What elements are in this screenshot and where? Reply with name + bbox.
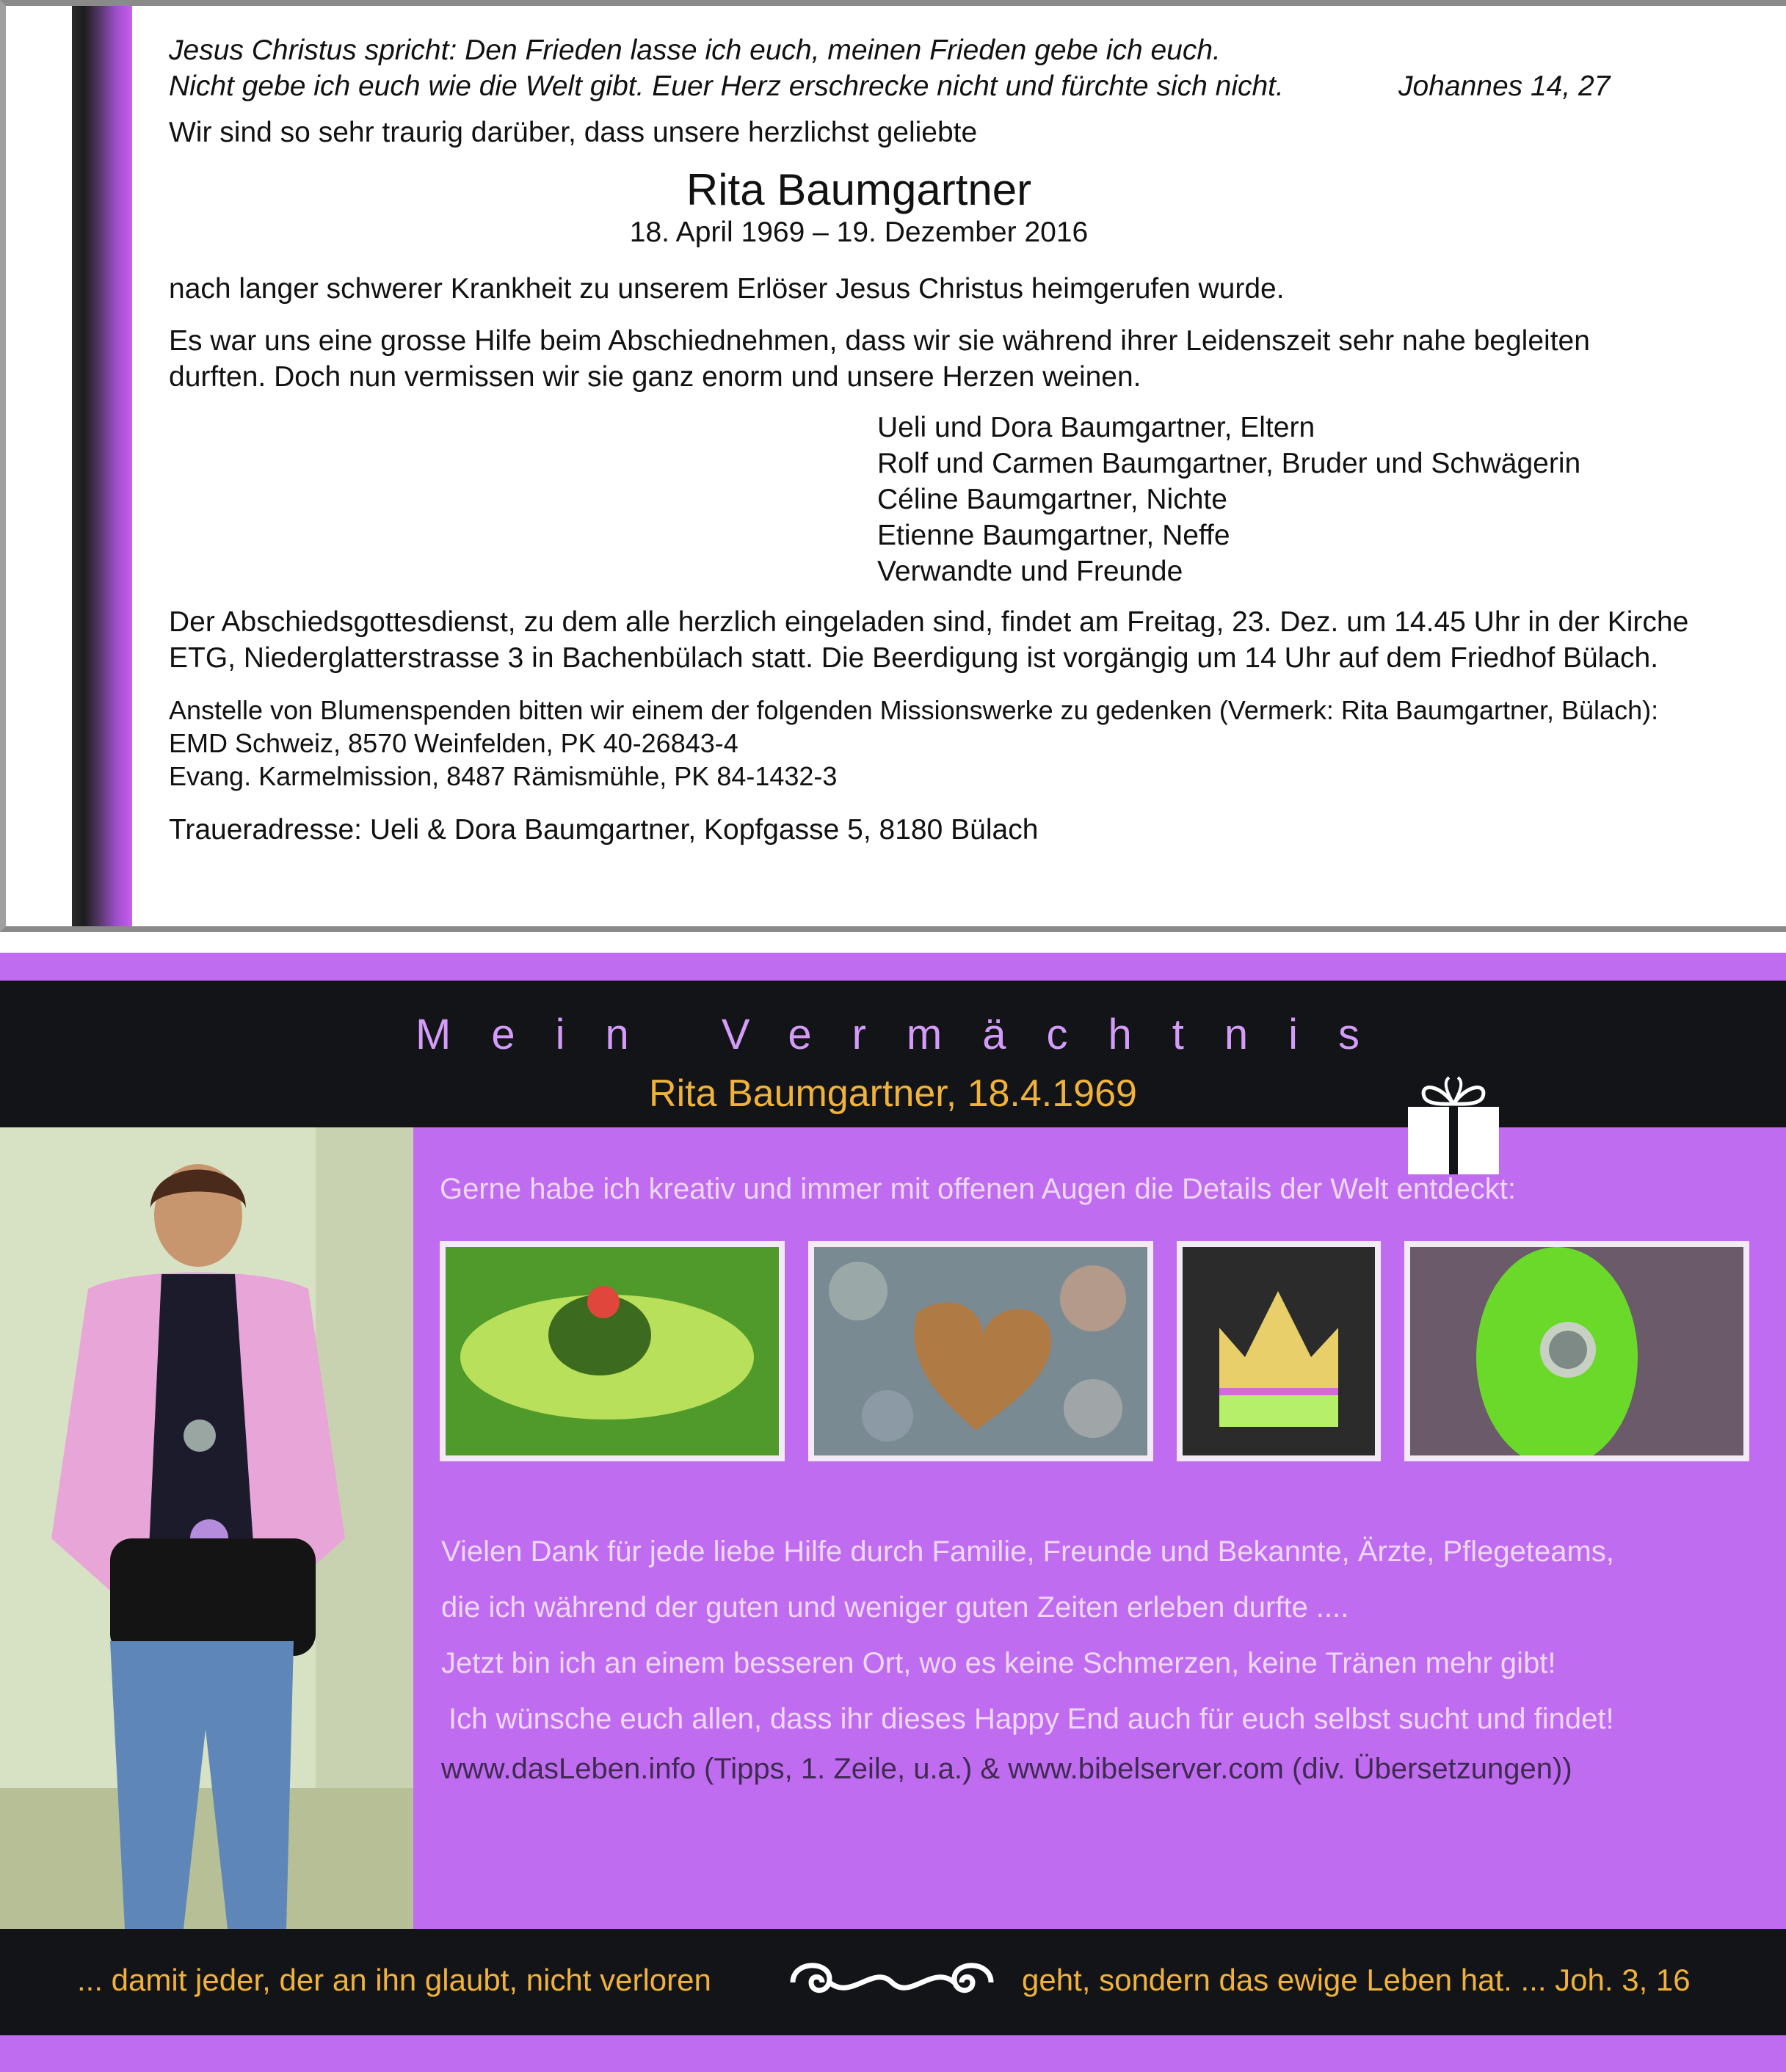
bible-quote-reference: Johannes 14, 27 — [1398, 70, 1611, 102]
deceased-name: Rita Baumgartner — [686, 165, 1032, 214]
portrait-photo — [0, 1127, 413, 1929]
called-home-text: nach langer schwerer Krankheit zu unserem Erlöser Jesus Christus heimgerufen wurde. — [169, 273, 1285, 305]
donation-text-line-3: Evang. Karmelmission, 8487 Rämismühle, PK 84-1432-3 — [169, 761, 838, 791]
thanks-line-1: Vielen Dank für jede liebe Hilfe durch Familie, Freunde und Bekannte, Ärzte, Pflegeteams, — [441, 1535, 1614, 1568]
portrait-illustration — [0, 1127, 413, 1929]
photo-mossy-stone — [1404, 1241, 1749, 1461]
card-intro: Gerne habe ich kreativ und immer mit offenen Augen die Details der Welt entdeckt: — [440, 1173, 1516, 1205]
family-member: Céline Baumgartner, Nichte — [877, 484, 1227, 515]
intro-text: Wir sind so sehr traurig darüber, dass unsere herzlichst geliebte — [169, 117, 978, 148]
photo-heart-stone — [808, 1241, 1153, 1461]
legacy-card — [0, 953, 1786, 2072]
donation-text — [169, 694, 1747, 793]
thanks-line-4: Ich wünsche euch allen, dass ihr dieses Happy End auch für euch selbst sucht und findet! — [449, 1703, 1614, 1735]
service-text-line-2: ETG, Niederglatterstrasse 3 in Bachenbülach statt. Die Beerdigung ist vorgängig um 14 Uhr auf dem Friedhof Bülach. — [169, 642, 1659, 674]
help-text — [169, 323, 1747, 395]
family-member: Rolf und Carmen Baumgartner, Bruder und Schwägerin — [877, 448, 1581, 479]
card-footer — [0, 1929, 1786, 2035]
thanks-text — [441, 1524, 1763, 1791]
bible-quote-line-1: Jesus Christus spricht: Den Frieden lasse ich euch, meinen Frieden gebe ich euch. — [169, 34, 1221, 66]
family-member: Etienne Baumgartner, Neffe — [877, 520, 1230, 551]
decorative-side-bar — [72, 6, 132, 926]
thanks-line-3: Jetzt bin ich an einem besseren Ort, wo es keine Schmerzen, keine Tränen mehr gibt! — [441, 1647, 1556, 1679]
service-text — [169, 604, 1747, 676]
card-main — [413, 1127, 1786, 1929]
donation-text-line-2: EMD Schweiz, 8570 Weinfelden, PK 40-26843-4 — [169, 728, 738, 758]
bible-quote-line-2: Nicht gebe ich euch wie die Welt gibt. Euer Herz erschrecke nicht und fürchte sich nicht. — [169, 70, 1284, 102]
photo-snail-on-leaf — [440, 1241, 785, 1461]
ornament-icon — [785, 1949, 998, 2015]
photo-crown — [1177, 1241, 1381, 1461]
card-header — [0, 981, 1786, 1127]
life-dates: 18. April 1969 – 19. Dezember 2016 — [629, 217, 1089, 248]
donation-text-line-1: Anstelle von Blumenspenden bitten wir einem der folgenden Missionswerke zu gedenken (Vermerk: Rita Baumgartner, Bülach): — [169, 695, 1659, 725]
notice-body — [169, 32, 1747, 848]
name-block — [169, 164, 1747, 249]
family-list — [877, 410, 1747, 589]
family-member: Verwandte und Freunde — [877, 556, 1183, 587]
obituary-notice — [0, 0, 1786, 932]
service-text-line-1: Der Abschiedsgottesdienst, zu dem alle herzlich eingeladen sind, findet am Freitag, 23. Dez. um 14.45 Uhr in der Kirche — [169, 606, 1689, 638]
mourning-address: Traueradresse: Ueli & Dora Baumgartner, Kopfgasse 5, 8180 Bülach — [169, 814, 1039, 846]
bible-quote-line-2-wrap — [169, 68, 1747, 104]
family-member: Ueli und Dora Baumgartner, Eltern — [877, 412, 1315, 443]
card-title: Mein Vermächtnis — [415, 1011, 1400, 1058]
footer-verse-right: geht, sondern das ewige Leben hat. ... Joh. 3, 16 — [1022, 1963, 1691, 1997]
help-text-line-1: Es war uns eine grosse Hilfe beim Abschiednehmen, dass wir sie während ihrer Leidenszeit sehr nahe begleiten — [169, 325, 1590, 357]
thanks-line-2: die ich während der guten und weniger guten Zeiten erleben durfte .... — [441, 1591, 1349, 1624]
website-links: www.dasLeben.info (Tipps, 1. Zeile, u.a.) & www.bibelserver.com (div. Übersetzungen)) — [441, 1753, 1572, 1785]
card-subtitle: Rita Baumgartner, 18.4.1969 — [649, 1072, 1137, 1115]
help-text-line-2: durften. Doch nun vermissen wir sie ganz enorm und unsere Herzen weinen. — [169, 361, 1141, 393]
footer-verse-left: ... damit jeder, der an ihn glaubt, nicht verloren — [77, 1963, 711, 1997]
